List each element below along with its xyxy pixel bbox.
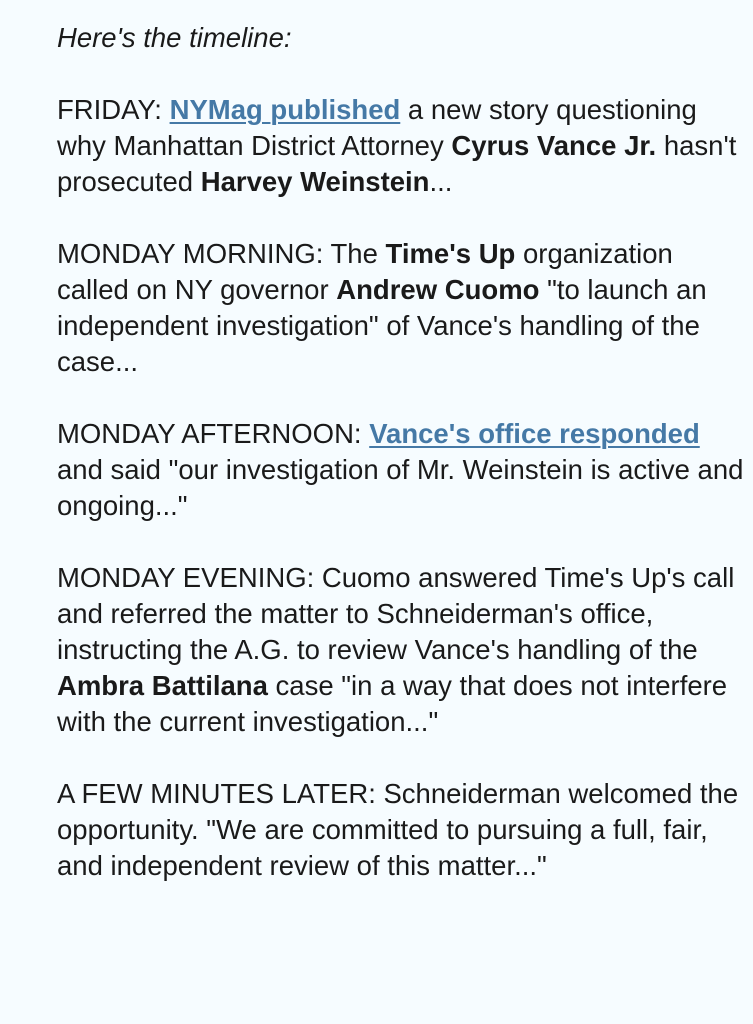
entry-text: ... [429, 166, 453, 197]
nymag-published-link[interactable]: NYMag published [169, 94, 401, 125]
entry-label: A FEW MINUTES LATER: Schneiderman welcomed the opportunity. "We are committed to pursuing a full, fair, and independent review of this matter..." [57, 778, 739, 881]
entry-monday-evening [57, 560, 747, 740]
intro-heading: Here's the timeline: [57, 22, 292, 53]
person-name: Cyrus Vance Jr. [451, 130, 657, 161]
entry-text: and said "our investigation of Mr. Weinstein is active and ongoing..." [57, 454, 744, 521]
organization-name: Time's Up [385, 238, 516, 269]
entry-friday [57, 92, 747, 200]
entry-label: FRIDAY: [57, 94, 170, 125]
entry-text: a new story questioning why Manhattan District Attorney [57, 94, 697, 161]
entry-text: organization called on NY governor [57, 238, 673, 305]
entry-text: hasn't prosecuted [57, 130, 737, 197]
entry-monday-afternoon [57, 416, 747, 524]
timeline-document [57, 20, 747, 884]
person-name: Harvey Weinstein [200, 166, 430, 197]
entry-label: MONDAY EVENING: Cuomo answered Time's Up's call and referred the matter to Schneiderman's office, instructing the A.G. to review Vance's handling of the [57, 562, 735, 665]
entry-label: MONDAY MORNING: The [57, 238, 386, 269]
person-name: Andrew Cuomo [336, 274, 540, 305]
entry-label: MONDAY AFTERNOON: [57, 418, 370, 449]
entry-few-minutes-later [57, 776, 747, 884]
person-name: Ambra Battilana [57, 670, 268, 701]
entry-monday-morning [57, 236, 747, 380]
vance-office-responded-link[interactable]: Vance's office responded [369, 418, 700, 449]
entry-text: "to launch an independent investigation" of Vance's handling of the case... [57, 274, 707, 377]
entry-text: case "in a way that does not interfere with the current investigation..." [57, 670, 728, 737]
